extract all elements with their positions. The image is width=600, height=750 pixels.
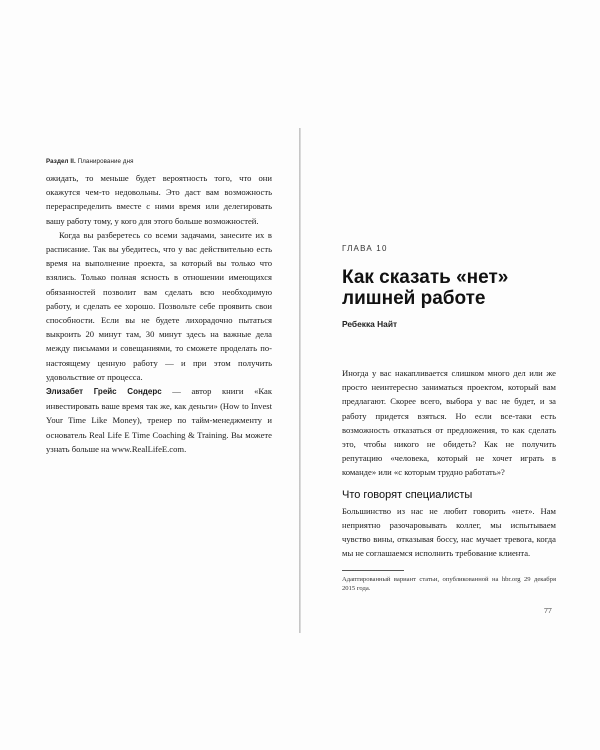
section-heading: Что говорят специалисты	[342, 488, 473, 501]
author-bio-name: Элизабет Грейс Сондерс	[46, 387, 162, 397]
running-head-title: Планирование дня	[77, 158, 134, 165]
footnote: Адаптированный вариант статьи, опубликованной на hbr.org 29 декабря 2015 года.	[342, 576, 556, 593]
left-paragraph-2: Когда вы разберетесь со всеми задачами, занесите их в расписание. Так вы убедитесь, что у вас действительно есть время на выполнение проекта, за который вы только что взялись. Только полная ясность в отношении имеющихся обязанностей позволит вам сделать всю необходимую работу, и сделать ее хорошо. Позвольте себе проявить свои способности. Если вы не будете лихорадочно пытаться выкроить 20 минут там, 30 минут здесь на важные дела между письмами и совещаниями, то сможете проделать по-настоящему ценную работу — и при этом получить удовольствие от процесса.	[46, 229, 272, 382]
section-paragraph: Большинство из нас не любит говорить «нет». Нам неприятно разочаровывать коллег, мы испытываем чувство вины, отказывая боссу, нас мучает тревога, когда мы не соглашаемся исполнить требование клиента.	[342, 505, 556, 559]
chapter-label: ГЛАВА 10	[342, 244, 388, 253]
page-number: 77	[544, 606, 552, 615]
footnote-divider	[342, 570, 404, 571]
intro-paragraph: Иногда у вас накапливается слишком много дел или же просто неинтересно заниматься проектом, который вам предлагают. Скорее всего, выбора у вас не будет, и за работу придется взяться. Но если все-таки есть возможность отказаться от предложения, то как сделать это, чтобы никого не обидеть? Как не получить репутацию «человека, который не хочет играть в команде» или «с которым трудно работать»?	[342, 368, 556, 478]
page-gutter	[299, 128, 301, 633]
running-head-section: Раздел II.	[46, 158, 76, 165]
chapter-title: Как сказать «нет» лишней работе	[342, 267, 509, 309]
chapter-author: Ребекка Найт	[342, 319, 398, 329]
author-bio	[46, 384, 272, 456]
right-page	[342, 244, 556, 593]
running-head	[46, 158, 272, 165]
left-page	[46, 158, 272, 456]
left-paragraph-1: ожидать, то меньше будет вероятность того, что они окажутся чем-то недовольны. Это даст вам возможность перераспределить вместе с ними время или делегировать вашу работу тому, у кого для этого больше возможностей.	[46, 173, 272, 226]
author-bio-text: — автор книги «Как инвестировать ваше время так же, как деньги» (How to Invest Your Time Like Money), тренер по тайм-менеджменту и основатель Real Life E Time Coaching & Training. Вы можете узнать больше на www.RealLifeE.com.	[46, 386, 272, 454]
